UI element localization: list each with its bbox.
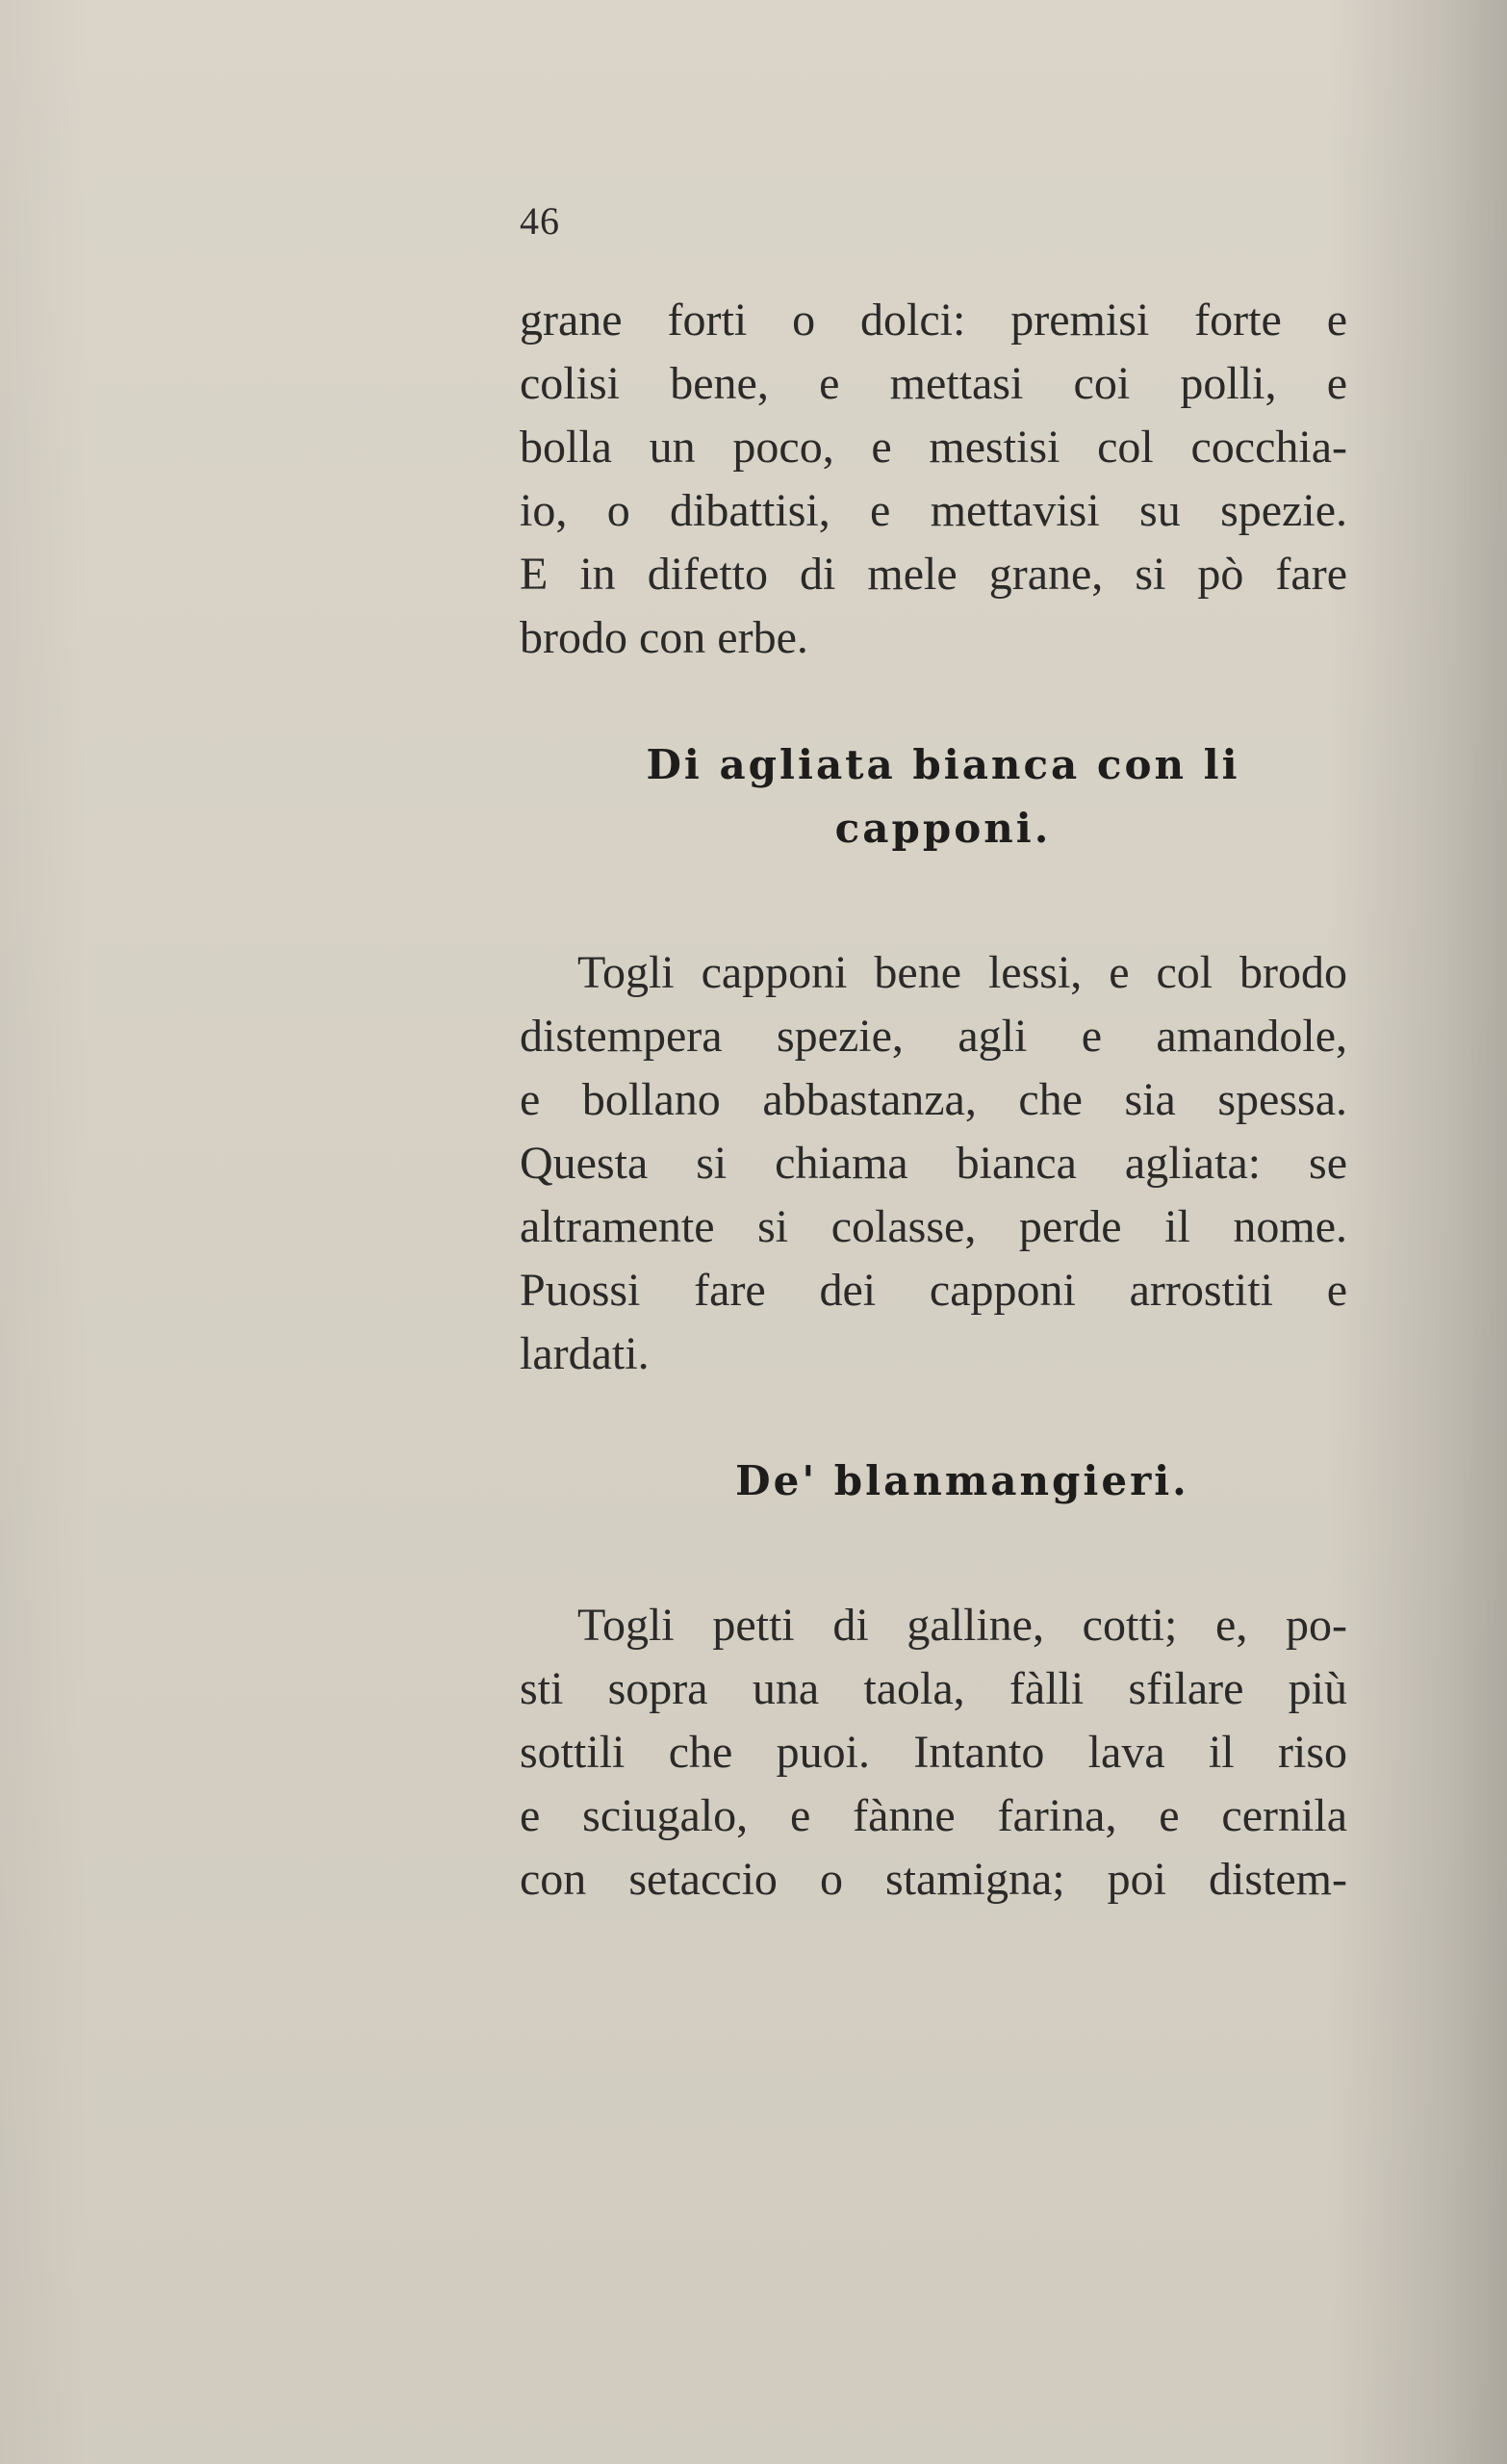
page-text (520, 197, 1347, 1912)
text-line: e bollano abbastanza, che sia spessa. (520, 1074, 1347, 1125)
heading-line: Di agliata bianca con li (646, 741, 1240, 788)
text-line: altramente si colasse, perde il nome. (520, 1201, 1347, 1252)
text-line: sti sopra una taola, fàlli sfilare più (520, 1663, 1347, 1714)
text-line: sottili che puoi. Intanto lava il riso (520, 1727, 1347, 1778)
text-line: colisi bene, e mettasi coi polli, e (520, 358, 1347, 409)
text-line: grane forti o dolci: premisi forte e (520, 295, 1347, 346)
text-line: brodo con erbe. (520, 612, 808, 663)
page-number: 46 (520, 199, 560, 243)
paragraph-2 (520, 941, 1347, 1386)
text-line: con setaccio o stamigna; poi distem- (520, 1854, 1347, 1905)
text-line: Questa si chiama bianca agliata: se (520, 1138, 1347, 1189)
text-line: distempera spezie, agli e amandole, (520, 1011, 1347, 1062)
text-line: Togli capponi bene lessi, e col brodo (577, 947, 1347, 998)
section-heading-agliata (520, 733, 1347, 860)
text-line: Puossi fare dei capponi arrostiti e (520, 1265, 1347, 1316)
heading-line: De' blanmangieri. (735, 1457, 1189, 1504)
text-line: bolla un poco, e mestisi col cocchia- (520, 422, 1347, 473)
text-line: e sciugalo, e fànne farina, e cernila (520, 1790, 1347, 1841)
paragraph-1 (520, 289, 1347, 670)
paragraph-3 (520, 1594, 1347, 1912)
text-line: io, o dibattisi, e mettavisi su spezie. (520, 485, 1347, 536)
heading-line: capponi. (834, 805, 1052, 852)
section-heading-blanmangieri (520, 1450, 1347, 1513)
text-line: lardati. (520, 1328, 650, 1379)
text-line: E in difetto di mele grane, si pò fare (520, 549, 1347, 600)
text-line: Togli petti di galline, cotti; e, po- (577, 1600, 1347, 1651)
